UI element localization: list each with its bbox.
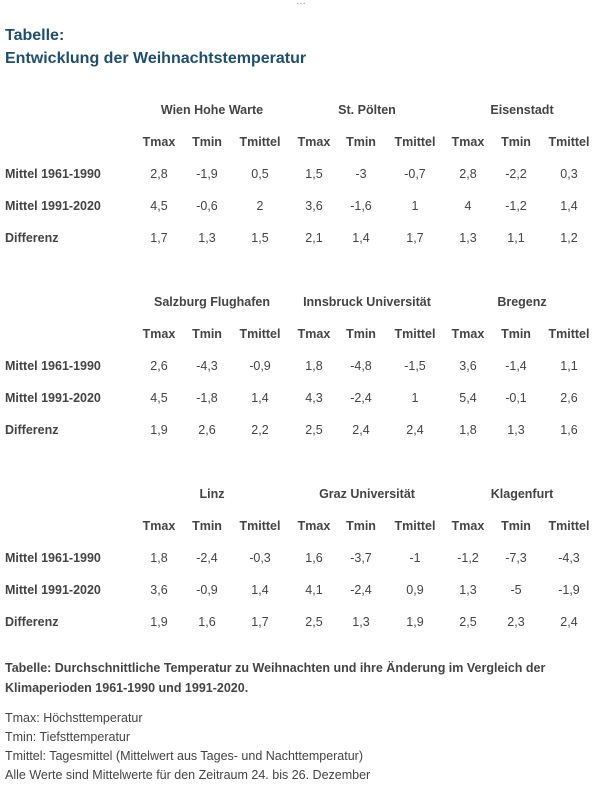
legend-tmin: Tmin: Tiefsttemperatur — [5, 730, 131, 744]
legend-period-note: Alle Werte sind Mittelwerte für den Zeitraum 24. bis 26. Dezember — [5, 768, 371, 782]
column-header: Tmittel — [548, 519, 590, 533]
station-header: Wien Hohe Warte — [160, 103, 264, 117]
table-cell: -0,7 — [404, 167, 426, 181]
table-cell: 2,6 — [198, 423, 216, 437]
table-cell: 2,5 — [305, 423, 323, 437]
table-cell: 4,5 — [150, 199, 168, 213]
column-header: Tmittel — [239, 519, 281, 533]
column-header: Tmittel — [239, 327, 281, 341]
table-cell: 2,3 — [507, 615, 525, 629]
table-cell: -0,3 — [249, 551, 271, 565]
table-cell: -0,6 — [196, 199, 218, 213]
table-cell: 1,7 — [150, 231, 168, 245]
column-header: Tmax — [451, 135, 485, 149]
row-label: Differenz — [5, 231, 59, 245]
table-cell: 1 — [411, 391, 419, 405]
column-header: Tmax — [451, 327, 485, 341]
table-cell: 1,7 — [406, 231, 424, 245]
table-cell: 3,6 — [305, 199, 323, 213]
station-header: Bregenz — [497, 295, 547, 309]
table-cell: -0,9 — [196, 583, 218, 597]
table-cell: 1,8 — [305, 359, 323, 373]
column-header: Tmin — [192, 519, 222, 533]
column-header: Tmin — [346, 327, 376, 341]
station-header: St. Pölten — [338, 103, 396, 117]
page-title — [5, 24, 306, 70]
table-cell: -0,1 — [505, 391, 527, 405]
table-cell: 1,7 — [251, 615, 269, 629]
table-cell: 1,5 — [305, 167, 323, 181]
row-label: Mittel 1961-1990 — [5, 551, 101, 565]
table-cell: 2,8 — [459, 167, 477, 181]
station-header: Graz Universität — [319, 487, 415, 501]
column-header: Tmax — [297, 327, 331, 341]
table-cell: -2,4 — [350, 583, 372, 597]
column-header: Tmittel — [548, 135, 590, 149]
table-cell: 4,5 — [150, 391, 168, 405]
table-cell: -1 — [409, 551, 421, 565]
table-cell: 2,2 — [251, 423, 269, 437]
column-header: Tmin — [192, 135, 222, 149]
table-cell: 1,9 — [150, 423, 168, 437]
title-line-1: Tabelle: — [5, 27, 65, 44]
table-cell: -1,5 — [404, 359, 426, 373]
table-cell: 1,3 — [459, 231, 477, 245]
column-header: Tmittel — [548, 327, 590, 341]
column-header: Tmax — [142, 327, 176, 341]
row-label: Mittel 1991-2020 — [5, 199, 101, 213]
column-header: Tmin — [501, 327, 531, 341]
table-cell: -1,6 — [350, 199, 372, 213]
table-cell: 5,4 — [459, 391, 477, 405]
column-header: Tmittel — [394, 135, 436, 149]
station-header: Klagenfurt — [490, 487, 554, 501]
table-cell: 4,1 — [305, 583, 323, 597]
table-cell: 2,4 — [560, 615, 578, 629]
table-cell: 1,1 — [560, 359, 578, 373]
table-cell: -0,9 — [249, 359, 271, 373]
station-header: Innsbruck Universität — [303, 295, 431, 309]
table-cell: 1,4 — [251, 391, 269, 405]
table-cell: 1,1 — [507, 231, 525, 245]
table-cell: -4,3 — [196, 359, 218, 373]
row-label: Differenz — [5, 423, 59, 437]
table-cell: 0,9 — [406, 583, 424, 597]
table-cell: -1,2 — [457, 551, 479, 565]
table-cell: 1,4 — [352, 231, 370, 245]
column-header: Tmin — [346, 135, 376, 149]
column-header: Tmittel — [239, 135, 281, 149]
table-cell: 1,4 — [251, 583, 269, 597]
table-caption: Tabelle: Durchschnittliche Temperatur zu Weihnachten und ihre Änderung im Vergleich der Klimaperioden 1961-1990 und 1991-2020. — [5, 661, 546, 695]
table-cell: 1,3 — [352, 615, 370, 629]
table-cell: 1,8 — [459, 423, 477, 437]
table-cell: 4 — [464, 199, 472, 213]
station-header: Salzburg Flughafen — [154, 295, 270, 309]
table-cell: -2,4 — [350, 391, 372, 405]
table-cell: 1,9 — [406, 615, 424, 629]
column-header: Tmax — [451, 519, 485, 533]
title-line-2: Entwicklung der Weihnachtstemperatur — [5, 50, 307, 67]
table-cell: 1,3 — [198, 231, 216, 245]
table-cell: -3,7 — [350, 551, 372, 565]
table-cell: 1,6 — [560, 423, 578, 437]
row-label: Differenz — [5, 615, 59, 629]
row-label: Mittel 1961-1990 — [5, 359, 101, 373]
table-cell: -4,3 — [558, 551, 580, 565]
table-cell: 1,9 — [150, 615, 168, 629]
top-ellipsis-mark: … — [296, 0, 306, 7]
table-cell: -4,8 — [350, 359, 372, 373]
table-cell: -5 — [510, 583, 522, 597]
table-cell: -1,9 — [558, 583, 580, 597]
table-cell: 0,3 — [560, 167, 578, 181]
table-cell: 2,6 — [150, 359, 168, 373]
table-cell: 2,1 — [305, 231, 323, 245]
table-cell: 1,2 — [560, 231, 578, 245]
table-cell: 1,6 — [198, 615, 216, 629]
column-header: Tmax — [142, 519, 176, 533]
table-cell: 1 — [411, 199, 419, 213]
column-header: Tmittel — [394, 519, 436, 533]
column-header: Tmin — [346, 519, 376, 533]
table-cell: 2 — [256, 199, 264, 213]
row-label: Mittel 1991-2020 — [5, 583, 101, 597]
table-cell: 1,8 — [150, 551, 168, 565]
table-cell: 0,5 — [251, 167, 269, 181]
table-cell: 2,4 — [406, 423, 424, 437]
column-header: Tmittel — [394, 327, 436, 341]
table-cell: -3 — [355, 167, 367, 181]
row-label: Mittel 1961-1990 — [5, 167, 101, 181]
table-cell: 1,3 — [459, 583, 477, 597]
column-header: Tmin — [501, 135, 531, 149]
table-cell: 1,3 — [507, 423, 525, 437]
column-header: Tmax — [297, 519, 331, 533]
legend-tmax: Tmax: Höchsttemperatur — [5, 711, 143, 725]
table-cell: 1,6 — [305, 551, 323, 565]
table-cell: -1,8 — [196, 391, 218, 405]
table-cell: 2,5 — [305, 615, 323, 629]
table-cell: 2,4 — [352, 423, 370, 437]
legend-tmittel: Tmittel: Tagesmittel (Mittelwert aus Tages- und Nachttemperatur) — [5, 749, 364, 763]
column-header: Tmin — [192, 327, 222, 341]
legend — [5, 709, 370, 785]
station-header: Eisenstadt — [490, 103, 554, 117]
row-label: Mittel 1991-2020 — [5, 391, 101, 405]
table-cell: 1,4 — [560, 199, 578, 213]
column-header: Tmax — [142, 135, 176, 149]
table-cell: 2,6 — [560, 391, 578, 405]
table-cell: 1,5 — [251, 231, 269, 245]
table-cell: 2,8 — [150, 167, 168, 181]
table-cell: -1,2 — [505, 199, 527, 213]
station-header: Linz — [199, 487, 225, 501]
column-header: Tmin — [501, 519, 531, 533]
table-cell: 3,6 — [459, 359, 477, 373]
table-cell: -2,4 — [196, 551, 218, 565]
table-cell: -2,2 — [505, 167, 527, 181]
table-cell: -1,9 — [196, 167, 218, 181]
table-cell: 3,6 — [150, 583, 168, 597]
table-cell: 4,3 — [305, 391, 323, 405]
table-cell: -7,3 — [505, 551, 527, 565]
table-cell: 2,5 — [459, 615, 477, 629]
column-header: Tmax — [297, 135, 331, 149]
table-cell: -1,4 — [505, 359, 527, 373]
